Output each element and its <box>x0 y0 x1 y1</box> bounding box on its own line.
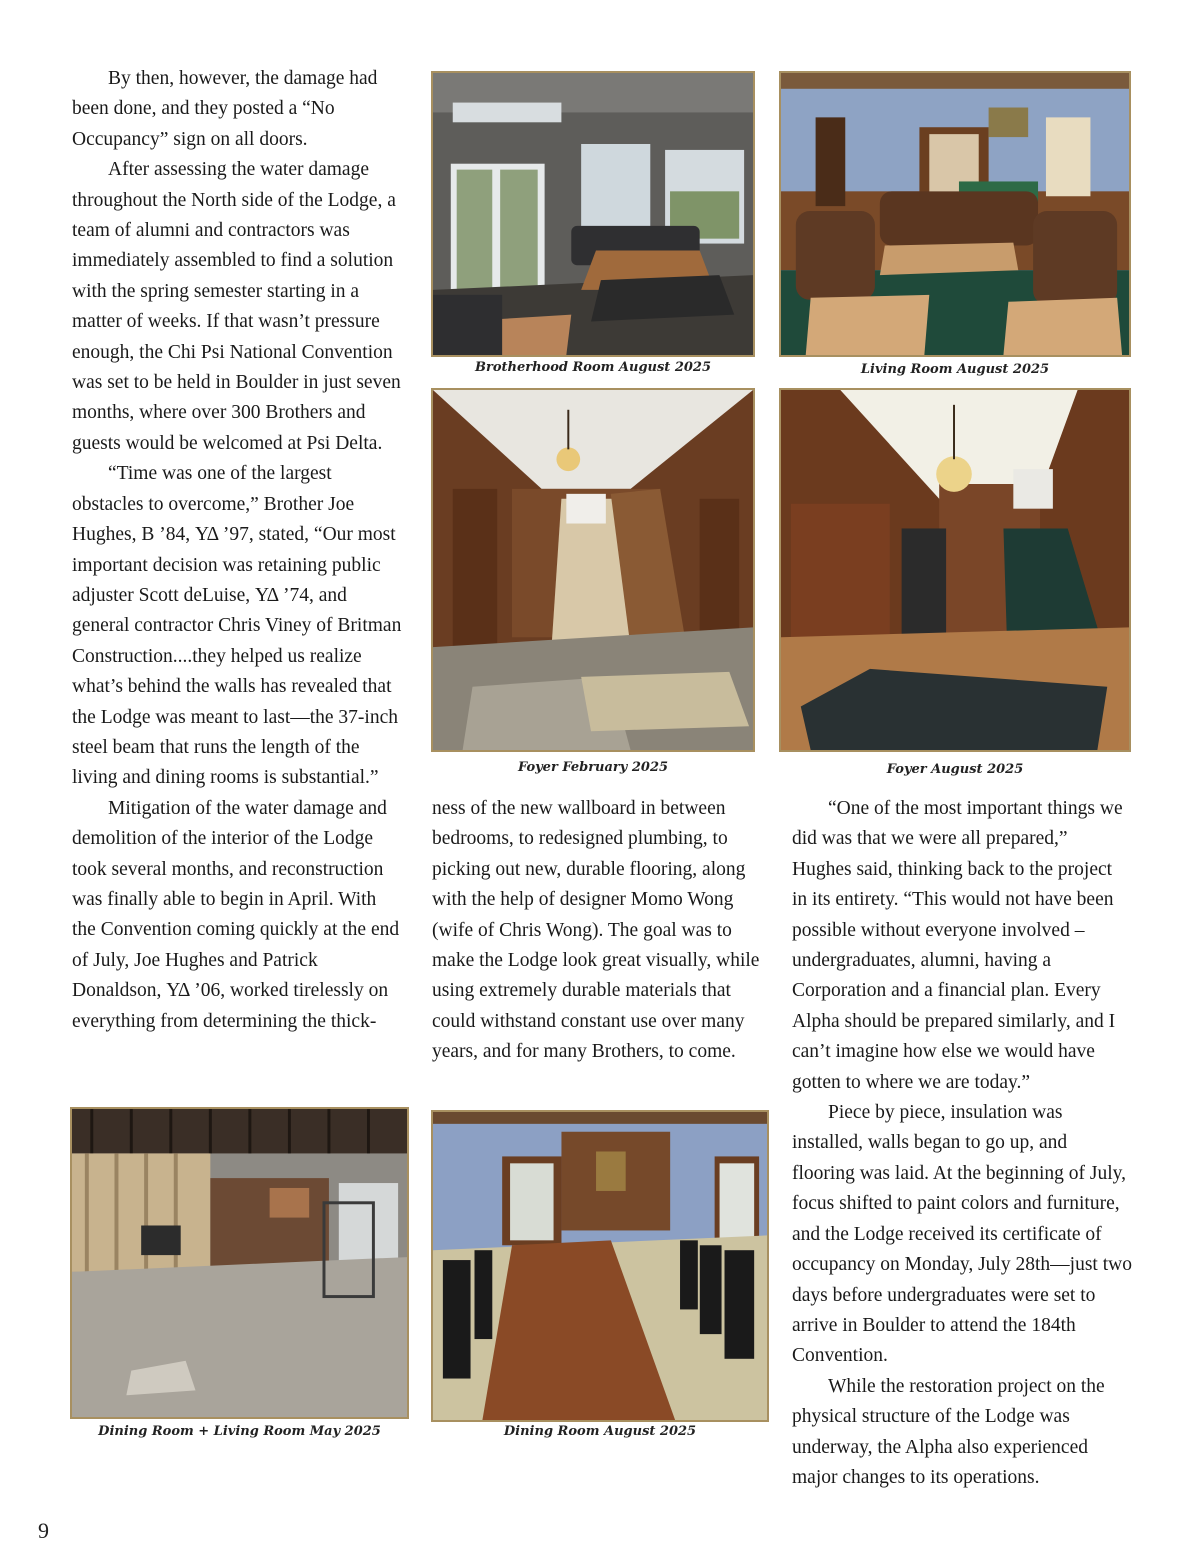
photo-brotherhood-room <box>431 71 755 357</box>
paragraph: After assessing the water damage throughout the North side of the Lodge, a team of alumni and contractors was immediately assembled to find a solution with the spring semester starting in a matter of weeks. If that wasn’t pressure enough, the Chi Psi National Convention was set to be held in Boulder in just seven months, where over 300 Brothers and guests would be welcomed at Psi Delta. <box>72 159 401 454</box>
photo-dining-living-may <box>70 1107 409 1419</box>
paragraph: Mitigation of the water damage and demolition of the interior of the Lodge took several months, and reconstruction was finally able to begin in April. With the Convention coming quickly at the end of July, Joe Hughes and Patrick Donaldson, ΥΔ ’06, worked tirelessly on everything from determining the thick- <box>72 797 400 1032</box>
photo-caption: Foyer August 2025 <box>886 762 1024 777</box>
paragraph: “Time was one of the largest obstacles to overcome,” Brother Joe Hughes, B ’84, ΥΔ ’97, stated, “Our most important decision was retaining public adjuster Scott deLuise, ΥΔ ’74, and general contractor Chris Viney of Britman Construction....they helped us realize what’s behind the walls has revealed that the Lodge was meant to last—the 37-inch steel beam that runs the length of the living and dining rooms is substantial.” <box>72 463 402 789</box>
foyer-august-image <box>781 390 1129 750</box>
paragraph: Piece by piece, insulation was installed, walls began to go up, and flooring was laid. At the beginning of July, focus shifted to paint colors and furniture, and the Lodge received its certificate of occupancy on Monday, July 28th—just two days before undergraduates were set to arrive in Boulder to attend the 184th Convention. <box>792 1102 1132 1367</box>
photo-caption: Dining Room + Living Room May 2025 <box>98 1424 381 1439</box>
paragraph: ness of the new wallboard in between bedrooms, to redesigned plumbing, to picking out new, durable flooring, along with the help of designer Momo Wong (wife of Chris Wong). The goal was to make the Lodge look great visually, while using extremely durable materials that could withstand constant use over many years, and for many Brothers, to come. <box>432 798 760 1063</box>
brotherhood-room-image <box>433 73 753 355</box>
photo-caption: Living Room August 2025 <box>860 362 1050 377</box>
photo-foyer-february <box>431 388 755 752</box>
article-column-right <box>792 794 1132 1493</box>
photo-caption: Foyer February 2025 <box>517 760 669 775</box>
article-column-left <box>72 64 402 1037</box>
paragraph: “One of the most important things we did was that we were all prepared,” Hughes said, thinking back to the project in its entirety. “This would not have been possible without everyone involved – undergraduates, alumni, having a Corporation and a financial plan. Every Alpha should be prepared similarly, and I can’t imagine how else we would have gotten to where we are today.” <box>792 798 1123 1093</box>
paragraph: While the restoration project on the physical structure of the Lodge was underway, the Alpha also experienced major changes to its operations. <box>792 1375 1105 1488</box>
living-room-image <box>781 73 1129 355</box>
photo-living-room <box>779 71 1131 357</box>
photo-caption: Brotherhood Room August 2025 <box>474 360 712 375</box>
foyer-february-image <box>433 390 753 750</box>
dining-living-may-image <box>72 1109 407 1417</box>
paragraph: By then, however, the damage had been done, and they posted a “No Occupancy” sign on all doors. <box>72 68 378 150</box>
dining-august-image <box>433 1112 767 1420</box>
article-column-middle <box>432 794 768 1068</box>
photo-foyer-august <box>779 388 1131 752</box>
photo-dining-august <box>431 1110 769 1422</box>
page-number: 9 <box>38 1518 49 1543</box>
photo-caption: Dining Room August 2025 <box>503 1424 697 1439</box>
